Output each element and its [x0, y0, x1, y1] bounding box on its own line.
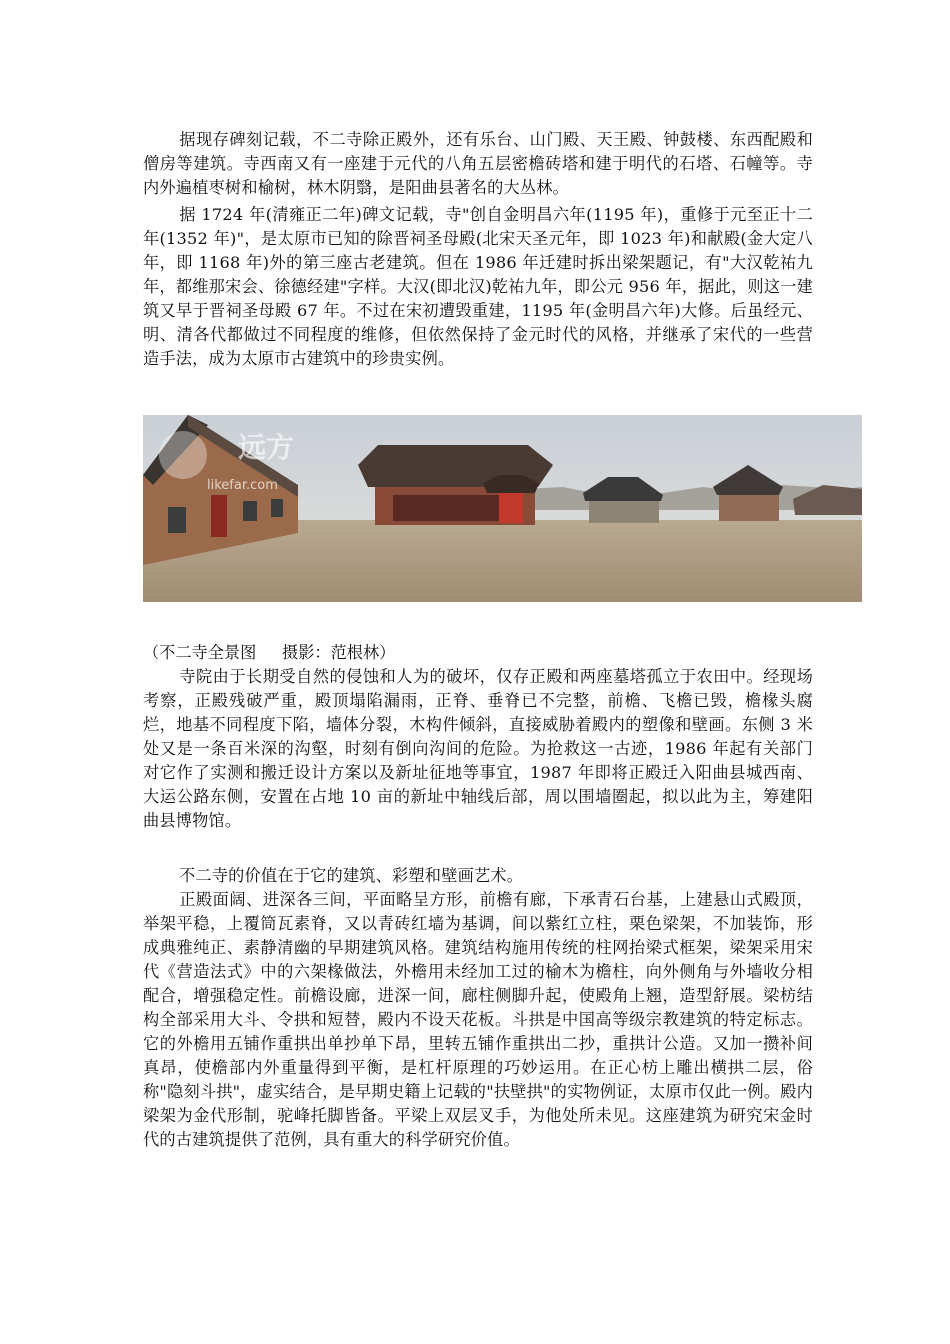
paragraph-4-text: 不二寺的价值在于它的建筑、彩塑和壁画艺术。 — [179, 866, 524, 885]
watermark-title: 远方 — [238, 431, 295, 464]
paragraph-1-text: 据现存碑刻记载，不二寺除正殿外，还有乐台、山门殿、天王殿、钟鼓楼、东西配殿和僧房等建筑。寺西南又有一座建于元代的八角五层密檐砖塔和建于明代的石塔、石幢等。寺内外遍植枣树和榆树，林木阴翳，是阳曲县著名的大丛林。 — [143, 130, 813, 197]
paragraph-5-text: 正殿面阔、进深各三间，平面略呈方形，前檐有廊，下承青石台基，上建悬山式殿顶，举架平稳，上覆筒瓦素脊，又以青砖红墙为基调，间以紫红立柱，栗色梁架，不加装饰，形成典雅纯正、素静清幽的早期建筑风格。建筑结构施用传统的柱网抬梁式框架，梁架采用宋代《营造法式》中的六架椽做法，外檐用未经加工过的榆木为檐柱，向外侧角与外墙收分相配合，增强稳定性。前檐设廊，进深一间，廊柱侧脚升起，使殿角上翘，造型舒展。梁枋结构全部采用大斗、令拱和短替，殿内不设天花板。斗拱是中国高等级宗教建筑的特定标志。它的外檐用五铺作重拱出单抄单下昂，里转五铺作重拱出二抄，重拱计公造。又加一攒补间真昂，使檐部内外重量得到平衡，是杠杆原理的巧妙运用。在正心枋上雕出横拱二层，俗称"隐刻斗拱"，虚实结合，是早期史籍上记载的"扶壁拱"的实物例证，太原市仅此一例。殿内梁架为金代形制，驼峰托脚皆备。平梁上双层叉手，为他处所未见。这座建筑为研究宋金时代的古建筑提供了范例，具有重大的科学研究价值。 — [143, 890, 813, 1149]
photo-caption: （不二寺全景图 摄影：范根林） — [143, 643, 396, 662]
watermark-logo-icon — [159, 431, 207, 479]
paragraph-4 — [143, 864, 813, 888]
paragraph-2-text: 据 1724 年(清雍正二年)碑文记载，寺"创自金明昌六年(1195 年)，重修于元至正十二年(1352 年)"，是太原市已知的除晋祠圣母殿(北宋天圣元年，即 1023 年)和献殿(金大定八年，即 1168 年)外的第三座古老建筑。但在 1986 年迁建时拆出梁架题记，有"大汉乾祐九年，都维那宋会、徐德经建"字样。大汉(即北汉)乾祐九年，即公元 956 年，据此，则这一建筑又早于晋祠圣母殿 67 年。不过在宋初遭毁重建，1195 年(金明昌六年)大修。后虽经元、明、清各代都做过不同程度的维修，但依然保持了金元时代的风格，并继承了宋代的一些营造手法，成为太原市古建筑中的珍贵实例。 — [143, 205, 813, 368]
paragraph-2 — [143, 203, 813, 371]
paragraph-3-text: 寺院由于长期受自然的侵蚀和人为的破坏，仅存正殿和两座墓塔孤立于农田中。经现场考察，正殿残破严重，殿顶塌陷漏雨，正脊、垂脊已不完整，前檐、飞檐已毁，檐椽头腐烂，地基不同程度下陷，墙体分裂，木构件倾斜，直接威胁着殿内的塑像和壁画。东侧 3 米处又是一条百米深的沟壑，时刻有倒向沟间的危险。为抢救这一古迹，1986 年起有关部门对它作了实测和搬迁设计方案以及新址征地等事宜，1987 年即将正殿迁入阳曲县城西南、大运公路东侧，安置在占地 10 亩的新址中轴线后部，周以围墙圈起，拟以此为主，筹建阳曲县博物馆。 — [143, 667, 813, 830]
paragraph-5 — [143, 888, 813, 1152]
temple-panorama-photo — [143, 415, 862, 602]
watermark-url: likefar.com — [207, 478, 278, 493]
paragraph-3 — [143, 665, 813, 833]
paragraph-1 — [143, 128, 813, 200]
